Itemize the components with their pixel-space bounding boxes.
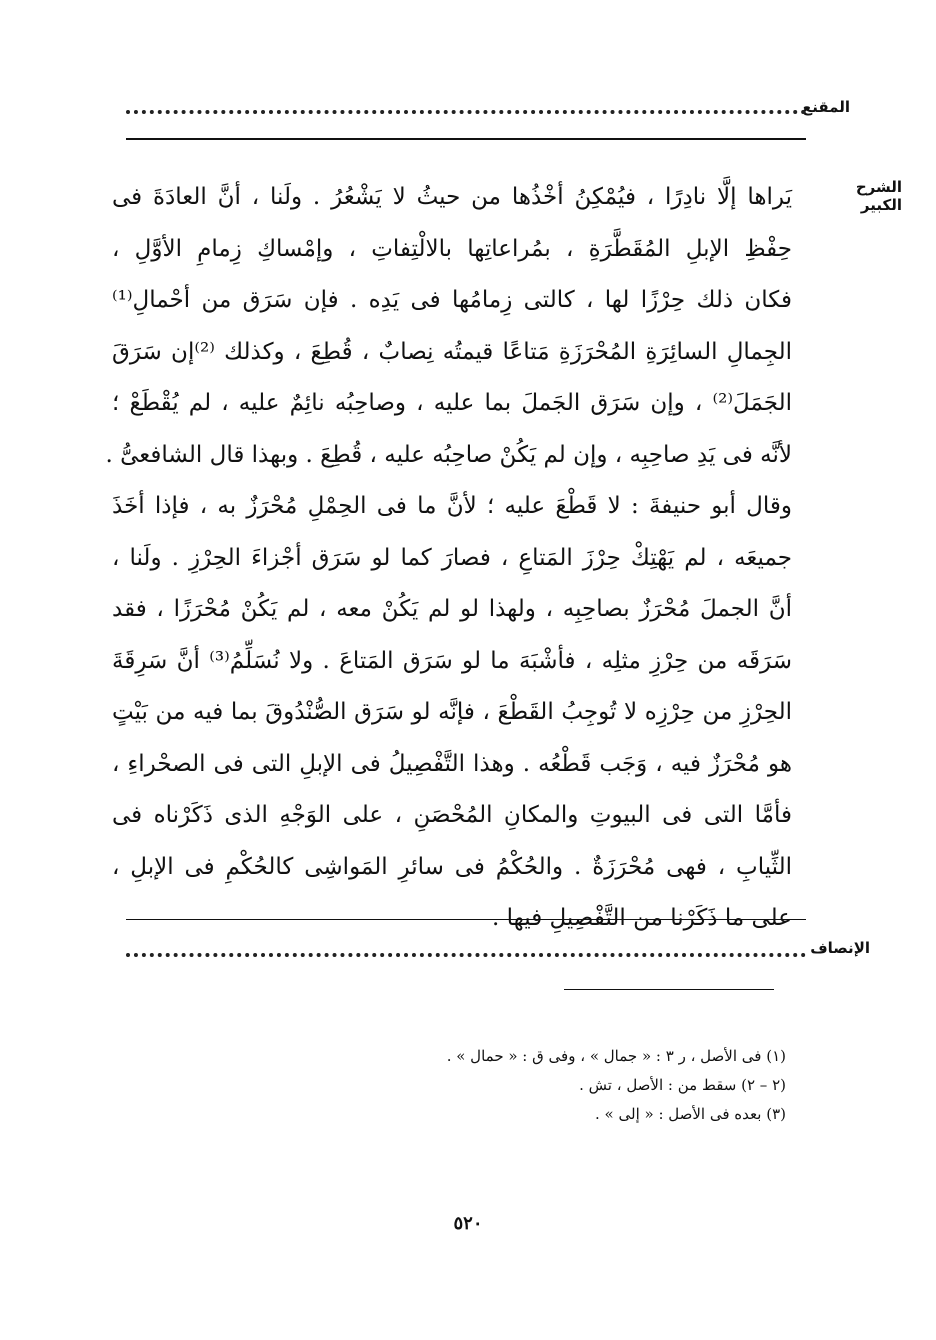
insaf-margin-label: الإنصاف bbox=[810, 939, 870, 957]
sharh-body-text bbox=[105, 172, 792, 945]
body-line: هو مُحْرَزٌ فيه ، وَجَب قَطْعُه . وهذا التَّفْصِيلُ فى الإبلِ التى فى الصحْراءِ ، bbox=[112, 750, 792, 777]
body-line: جميعَه ، لم يَهْتِكْ حِرْزَ المَتاعِ ، فصارَ كما لو سَرَق أجْزاءَ الحِرْزِ . ولَنا ، bbox=[112, 544, 792, 571]
footnote-separator bbox=[564, 989, 774, 990]
footnote: (١) فى الأصل ، ر ٣ : « جمال » ، وفى ق : « حمال » . bbox=[446, 1047, 786, 1065]
footnote: (٣) بعده فى الأصل : « إلى » . bbox=[595, 1105, 786, 1123]
body-line: الجِمالِ السائِرَةِ المُحْرَزَةِ مَتاعًا قيمتُه نِصابٌ ، قُطِعَ ، وكذلك ⁽²⁾إن سَرَقَ bbox=[112, 338, 792, 365]
body-line: الحِرْزِ من حِرْزِه لا تُوجِبُ القَطْعَ ، فإنَّه لو سَرَق الصُّنْدُوقَ بما فيه من بَيْتٍ bbox=[112, 699, 792, 725]
body-line: فأمَّا التى فى البيوتِ والمكانِ المُحْصَنِ ، على الوَجْهِ الذى ذَكَرْناه فى bbox=[112, 802, 792, 828]
muqni-text-placeholder-dots bbox=[126, 110, 806, 114]
footnotes bbox=[186, 1042, 786, 1129]
page-number: ٥٢٠ bbox=[453, 1213, 483, 1234]
body-line: الثِّيابِ ، فهى مُحْرَزَةٌ . والحُكْمُ فى سائرِ المَواشِى كالحُكْمِ فى الإبلِ ، bbox=[112, 853, 792, 880]
body-line: حِفْظِ الإبلِ المُقَطَّرَةِ ، بمُراعاتِها بالالْتِفاتِ ، وإمْساكِ زِمامِ الأوَّلِ ، bbox=[112, 235, 792, 262]
sharh-margin-label: الشرح الكبير bbox=[855, 178, 902, 214]
body-line: يَراها إلَّا نادِرًا ، فيُمْكِنُ أخْذُها من حيثُ لا يَشْعُرُ . ولَنا ، أنَّ العادَةَ فى bbox=[112, 184, 792, 210]
body-line: لأنَّه فى يَدِ صاحِبِه ، وإن لم يَكُنْ صاحِبُه عليه ، قُطِعَ . وبهذا قال الشافعىُّ . bbox=[105, 441, 792, 468]
body-line: الجَمَلَ⁽²⁾ ، وإن سَرَق الجَملَ بما عليه ، وصاحِبُه نائِمٌ عليه ، لم يُقْطَعْ ؛ bbox=[112, 390, 792, 416]
body-line: على ما ذَكَرْنا من التَّفْصِيلِ فيها . bbox=[492, 905, 792, 931]
header-rule bbox=[126, 138, 806, 140]
body-end-rule bbox=[126, 919, 806, 920]
body-line: سَرَقَه من حِرْزِ مثلِه ، فأشْبَهَ ما لو سَرَق المَتاعَ . ولا نُسَلِّمُ⁽³⁾ أنَّ سَرِقَةَ bbox=[112, 647, 792, 674]
running-title: المقنع bbox=[802, 98, 850, 116]
body-line: وقال أبو حنيفةَ : لا قَطْعَ عليه ؛ لأنَّ ما فى الحِمْلِ مُحْرَزٌ به ، فإذا أخَذَ bbox=[112, 493, 792, 519]
insaf-text-placeholder-dots bbox=[126, 953, 806, 957]
body-line: أنَّ الجملَ مُحْرَزٌ بصاحِبِه ، ولهذا لو لم يَكُنْ معه ، لم يَكُنْ مُحْرَزًا ، فقد bbox=[112, 596, 792, 622]
body-line: فكان ذلك حِرْزًا لها ، كالتى زِمامُها فى يَدِه . فإن سَرَق من أحْمالِ⁽¹⁾ bbox=[112, 287, 792, 313]
footnote: (٢ – ٢) سقط من : الأصل ، تش . bbox=[579, 1076, 786, 1094]
